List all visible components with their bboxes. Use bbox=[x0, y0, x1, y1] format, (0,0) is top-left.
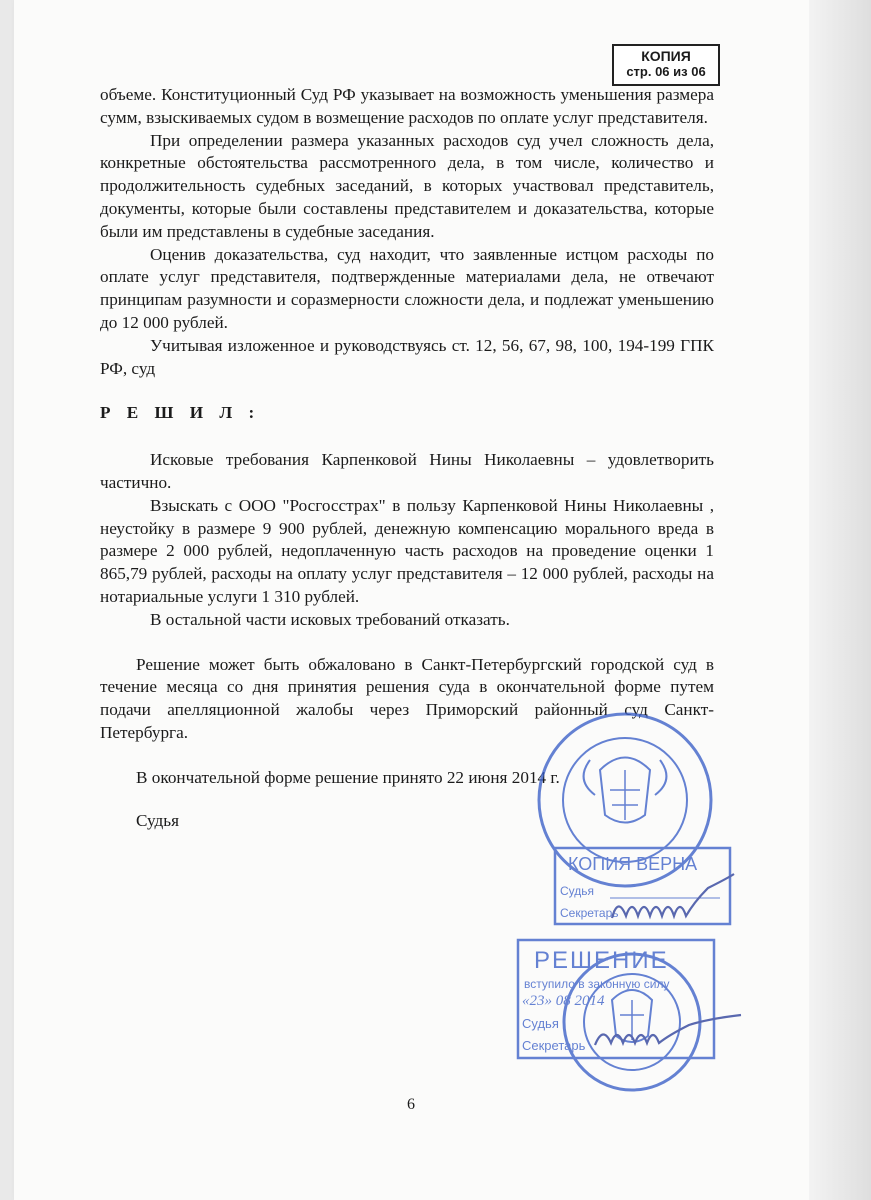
copy-stamp-title: КОПИЯ bbox=[641, 48, 691, 64]
copy-stamp-box bbox=[612, 44, 720, 86]
paragraph-3: Оценив доказательства, суд находит, что заявленные истцом расходы по оплате услуг представителя, подтвержденные материалами дела, не отвечают принципам разумности и соразмерности сложности дела, и подлежат уменьшению до 12 000 рублей. bbox=[100, 244, 714, 332]
paragraph-6: Взыскать с ООО "Росгосстрах" в пользу Карпенковой Нины Николаевны , неустойку в размере 9 900 рублей, денежную компенсацию морального вреда в размере 2 000 рублей, недоплаченную часть расходов на проведение оценки 1 865,79 рублей, расходы на оплату услуг представителя – 12 000 рублей, расходы на нотариальные услуги 1 310 рублей. bbox=[100, 495, 714, 606]
page-number: 6 bbox=[407, 1096, 415, 1113]
copy-correct-title: КОПИЯ ВЕРНА bbox=[568, 854, 698, 874]
decision-heading: Р Е Ш И Л : bbox=[100, 403, 261, 423]
paragraph-4: Учитывая изложенное и руководствуясь ст. 12, 56, 67, 98, 100, 194-199 ГПК РФ, суд bbox=[100, 335, 714, 378]
paragraph-9: В окончательной форме решение принято 22 июня 2014 г. bbox=[136, 767, 560, 787]
copy-stamp-page: стр. 06 из 06 bbox=[626, 64, 706, 79]
decision-stamp-title: РЕШЕНИЕ bbox=[534, 947, 669, 974]
paragraph-2: При определении размера указанных расходов суд учел сложность дела, конкретные обстоятельства рассмотренного дела, в том числе, количество и продолжительность судебных заседаний, в которых участвовал представитель, документы, которые были составлены представителем и доказательства, которые были им представлены в судебные заседания. bbox=[100, 130, 714, 241]
paragraph-7: В остальной части исковых требований отказать. bbox=[150, 609, 510, 629]
paragraph-8: Решение может быть обжаловано в Санкт-Петербургский городской суд в течение месяца со дня принятия решения суда в окончательной форме путем подачи апелляционной жалобы через Приморский районный суд Санкт-Петербурга. bbox=[100, 654, 714, 742]
decision-stamp-line2: вступило в законную силу bbox=[524, 977, 670, 991]
decision-stamp-date: «23» 08 2014 bbox=[522, 993, 605, 1009]
paragraph-1: объеме. Конституционный Суд РФ указывает на возможность уменьшения размера сумм, взыскиваемых судом в возмещение расходов по оплате услуг представителя. bbox=[100, 85, 714, 127]
document-body bbox=[100, 84, 714, 832]
page-edge-shadow bbox=[809, 0, 871, 1200]
decision-stamp-secretary: Секретарь bbox=[522, 1038, 586, 1053]
paragraph-judge: Судья bbox=[136, 810, 180, 830]
copy-correct-secretary: Секретарь bbox=[560, 906, 619, 920]
copy-correct-judge: Судья bbox=[560, 884, 595, 898]
decision-stamp-judge: Судья bbox=[522, 1016, 559, 1031]
paragraph-5: Исковые требования Карпенковой Нины Николаевны – удовлетворить частично. bbox=[100, 450, 714, 492]
